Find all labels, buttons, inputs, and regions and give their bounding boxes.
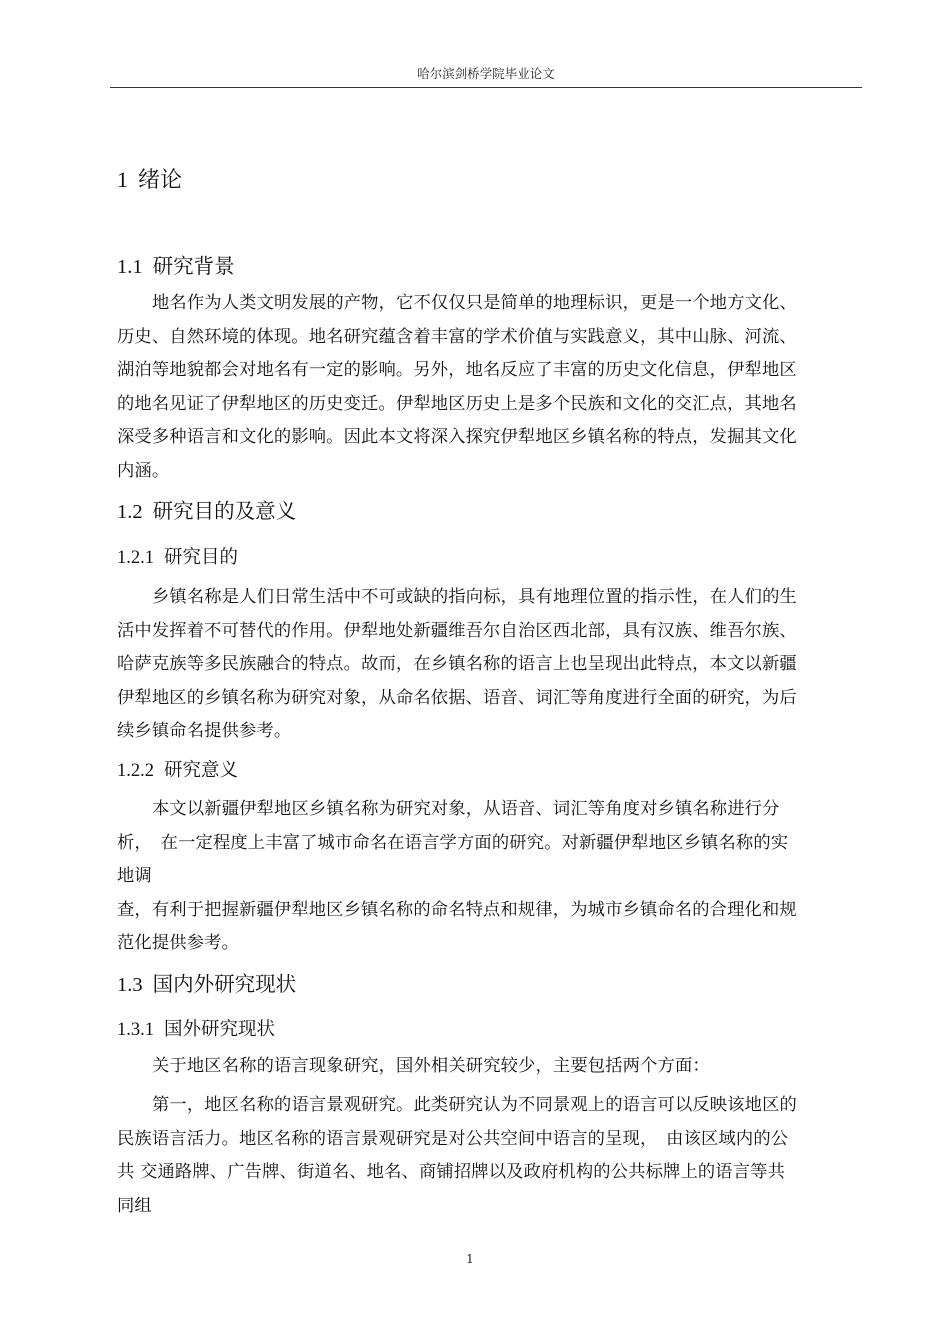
heading-number: 1.2 bbox=[117, 501, 143, 523]
text-line: 续乡镇命名提供参考。 bbox=[117, 721, 292, 742]
heading-title: 国内外研究现状 bbox=[152, 972, 297, 996]
heading-title: 研究背景 bbox=[152, 254, 235, 278]
heading-section-1-2-1 bbox=[117, 543, 238, 569]
text-line: 活中发挥着不可替代的作用。伊犁地处新疆维吾尔自治区西北部，具有汉族、维吾尔族、 bbox=[117, 620, 797, 641]
text-line: 的地名见证了伊犁地区的历史变迁。伊犁地区历史上是多个民族和文化的交汇点，其地名 bbox=[117, 393, 797, 414]
text-line: 同组 bbox=[117, 1195, 152, 1216]
paragraph-foreign-intro bbox=[117, 1050, 860, 1084]
text-line: 查，有利于把握新疆伊犁地区乡镇名称的命名特点和规律，为城市乡镇命名的合理化和规 bbox=[117, 899, 797, 920]
heading-section-1-3-1 bbox=[117, 1015, 275, 1041]
paragraph-significance bbox=[117, 793, 860, 961]
paragraph-purpose bbox=[117, 581, 860, 749]
heading-number: 1.1 bbox=[117, 256, 143, 278]
heading-number: 1.2.2 bbox=[117, 761, 154, 781]
paragraph-background bbox=[117, 287, 860, 489]
heading-chapter-1 bbox=[117, 163, 182, 194]
text-line: 第一，地区名称的语言景观研究。此类研究认为不同景观上的语言可以反映该地区的 bbox=[152, 1095, 797, 1115]
text-line: 深受多种语言和文化的影响。因此本文将深入探究伊犁地区乡镇名称的特点，发掘其文化 bbox=[117, 427, 797, 448]
text-line: 范化提供参考。 bbox=[117, 933, 240, 954]
header-rule bbox=[110, 87, 862, 88]
page-number: 1 bbox=[466, 1252, 474, 1266]
text-line: 地名作为人类文明发展的产物，它不仅仅只是简单的地理标识，更是一个地方文化、 bbox=[152, 293, 797, 313]
text-line: 民族语言活力。地区名称的语言景观研究是对公共空间中语言的呈现， 由该区域内的公 bbox=[117, 1128, 789, 1149]
text-line: 关于地区名称的语言现象研究，国外相关研究较少，主要包括两个方面： bbox=[152, 1056, 710, 1076]
heading-title: 绪论 bbox=[138, 168, 183, 193]
heading-number: 1.2.1 bbox=[117, 548, 154, 568]
heading-title: 国外研究现状 bbox=[164, 1019, 276, 1040]
text-line: 本文以新疆伊犁地区乡镇名称为研究对象，从语音、词汇等角度对乡镇名称进行分 bbox=[152, 799, 780, 819]
paragraph-foreign-first bbox=[117, 1089, 860, 1223]
heading-section-1-2-2 bbox=[117, 756, 238, 782]
text-line: 地调 bbox=[117, 866, 152, 887]
heading-title: 研究目的及意义 bbox=[152, 499, 297, 523]
heading-title: 研究目的 bbox=[164, 547, 239, 568]
heading-section-1-1 bbox=[117, 249, 235, 279]
text-line: 湖泊等地貌都会对地名有一定的影响。另外，地名反应了丰富的历史文化信息，伊犁地区 bbox=[117, 360, 797, 381]
running-header: 哈尔滨剑桥学院毕业论文 bbox=[417, 66, 555, 81]
text-line: 析， 在一定程度上丰富了城市命名在语言学方面的研究。对新疆伊犁地区乡镇名称的实 bbox=[117, 832, 789, 853]
heading-section-1-3 bbox=[117, 967, 296, 997]
heading-section-1-2 bbox=[117, 494, 296, 524]
text-line: 历史、自然环境的体现。地名研究蕴含着丰富的学术价值与实践意义，其中山脉、河流、 bbox=[117, 326, 797, 347]
heading-number: 1.3 bbox=[117, 974, 143, 996]
text-line: 伊犁地区的乡镇名称为研究对象，从命名依据、语音、词汇等角度进行全面的研究，为后 bbox=[117, 687, 797, 708]
heading-number: 1 bbox=[117, 167, 128, 192]
text-line: 内涵。 bbox=[117, 460, 170, 481]
heading-title: 研究意义 bbox=[164, 760, 239, 781]
text-line: 共 交通路牌、广告牌、街道名、地名、商铺招牌以及政府机构的公共标牌上的语言等共 bbox=[117, 1162, 786, 1183]
text-line: 哈萨克族等多民族融合的特点。故而，在乡镇名称的语言上也呈现出此特点，本文以新疆 bbox=[117, 654, 797, 675]
heading-number: 1.3.1 bbox=[117, 1020, 154, 1040]
text-line: 乡镇名称是人们日常生活中不可或缺的指向标，具有地理位置的指示性，在人们的生 bbox=[152, 587, 797, 607]
